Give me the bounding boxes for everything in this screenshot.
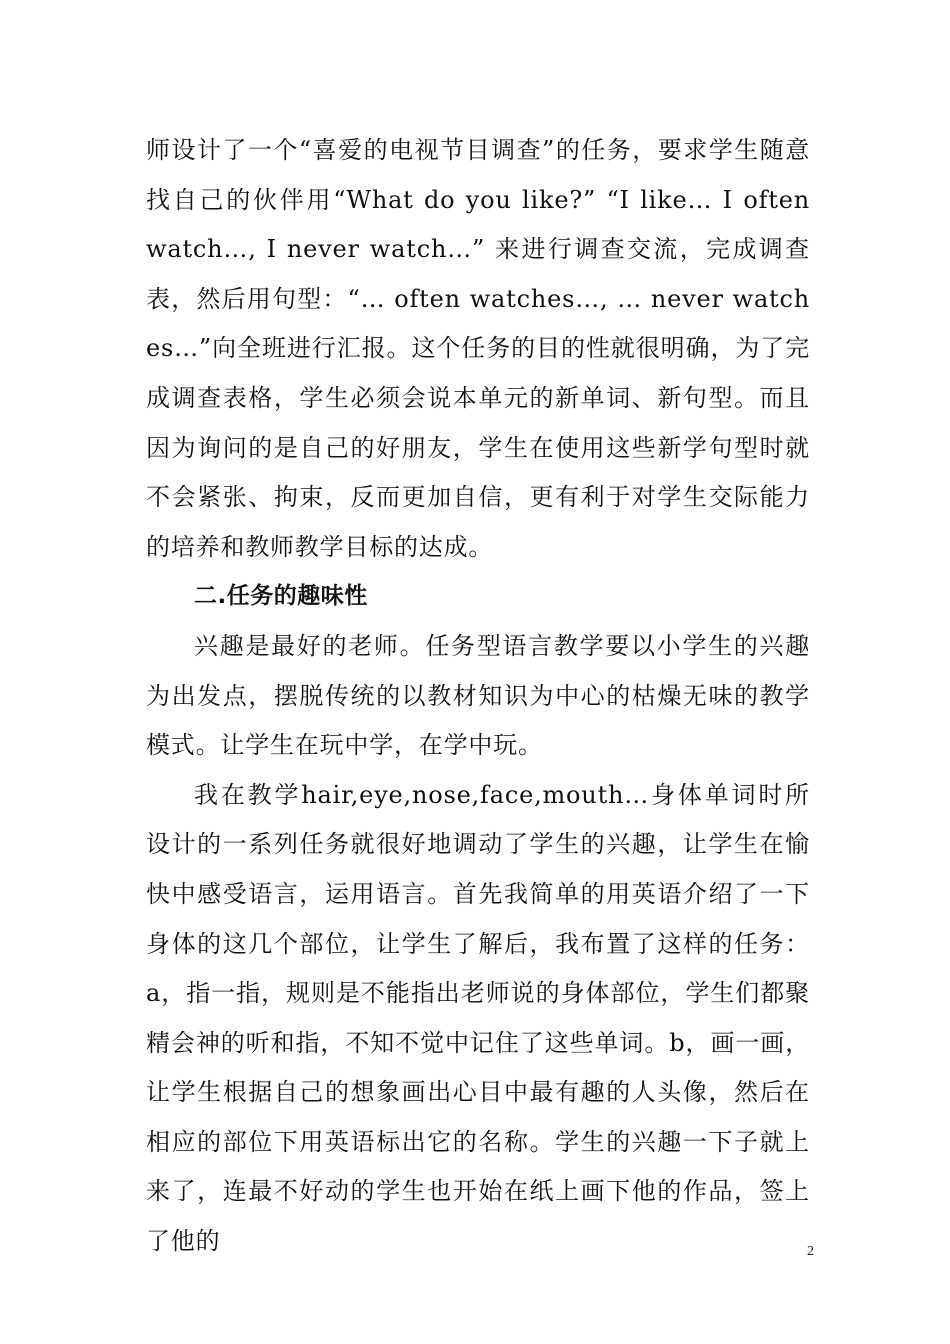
page-number: 2 [807,1244,814,1259]
paragraph-example: 我在教学hair,eye,nose,face,mouth…身体单词时所设计的一系列任务就很好地调动了学生的兴趣，让学生在愉快中感受语言，运用语言。首先我简单的用英语介绍了一下身体的这几个部位，让学生了解后，我布置了这样的任务：a，指一指，规则是不能指出老师说的身体部位，学生们都聚精会神的听和指，不知不觉中记住了这些单词。b，画一画，让学生根据自己的想象画出心目中最有趣的人头像，然后在相应的部位下用英语标出它的名称。学生的兴趣一下子就上来了，连最不好动的学生也开始在纸上画下他的作品，签上了他的 [146,780,810,1256]
page-body [146,126,810,1267]
paragraph-interest: 兴趣是最好的老师。任务型语言教学要以小学生的兴趣为出发点，摆脱传统的以教材知识为中心的枯燥无味的教学模式。让学生在玩中学，在学中玩。 [146,631,810,760]
paragraph-continued: 师设计了一个“喜爱的电视节目调查”的任务，要求学生随意找自己的伙伴用“What do you like?” “I like… I often watch…, I never watch…” 来进行调查交流，完成调查表，然后用句型：“… often watches…, … never watches…”向全班进行汇报。这个任务的目的性就很明确，为了完成调查表格，学生必须会说本单元的新单词、新句型。而且因为询问的是自己的好朋友，学生在使用这些新学句型时就不会紧张、拘束，反而更加自信，更有利于对学生交际能力的培养和教师教学目标的达成。 [146,136,810,561]
section-heading: 二.任务的趣味性 [194,583,368,610]
